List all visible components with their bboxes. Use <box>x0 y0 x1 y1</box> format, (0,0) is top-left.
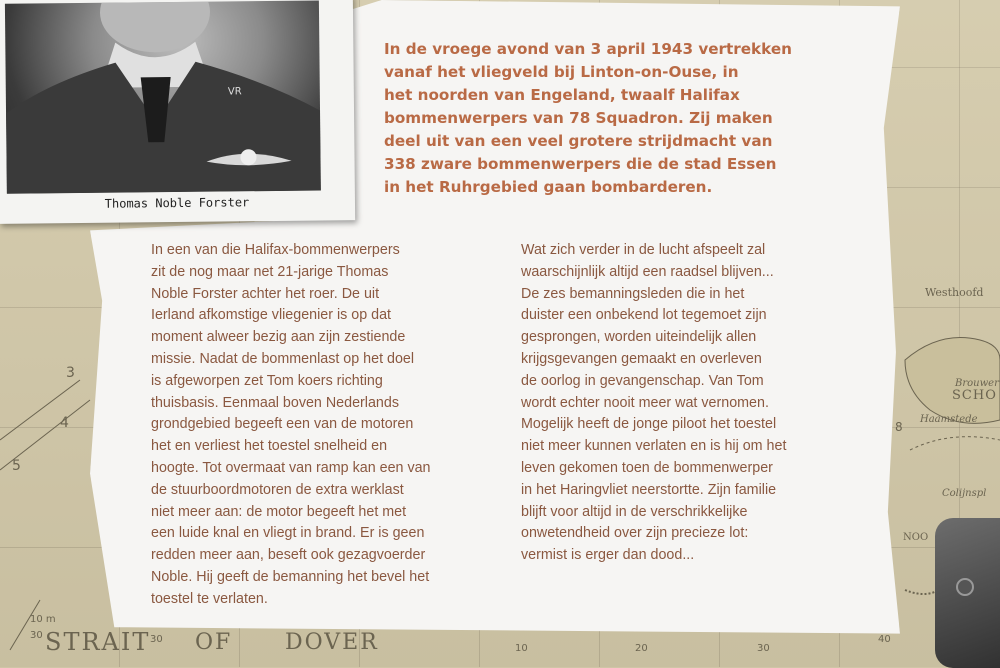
map-label-strait: STRAIT <box>45 628 151 656</box>
body-line: Noble. Hij geeft de bemanning het bevel het <box>151 568 430 585</box>
map-label-scho: SCHO <box>952 388 997 403</box>
body-line: leven gekomen toen de bommenwerper <box>521 459 773 476</box>
map-number: 30 <box>757 643 770 654</box>
map-number: 10 <box>515 643 528 654</box>
intro-line: In de vroege avond van 3 april 1943 vertrekken <box>384 40 792 58</box>
pilot-portrait-image <box>5 0 321 193</box>
body-line: blijft voor altijd in de verschrikkelijke <box>521 503 748 520</box>
body-line: duister een onbekend lot tegemoet zijn <box>521 307 767 324</box>
body-line: niet meer aan: de motor begeeft het met <box>151 503 407 520</box>
body-line: krijgsgevangen gemaakt en overleven <box>521 350 762 367</box>
device-knob-icon <box>956 578 974 596</box>
left-text-column <box>151 240 506 611</box>
body-line: grondgebied begeeft een van de motoren <box>151 416 414 433</box>
body-line: thuisbasis. Eenmaal boven Nederlands <box>151 394 399 411</box>
map-label-of: OF <box>195 630 233 655</box>
body-line: moment alweer bezig aan zijn zestiende <box>151 329 406 346</box>
map-label-dover: DOVER <box>285 630 379 655</box>
body-line: Noble Forster achter het roer. De uit <box>151 285 380 302</box>
map-label-noo: NOO <box>903 532 929 543</box>
map-number: 20 <box>635 643 648 654</box>
map-number: 30 <box>30 630 43 641</box>
body-line: Wat zich verder in de lucht afspeelt zal <box>521 242 766 258</box>
body-line: waarschijnlijk altijd een raadsel blijven... <box>521 263 774 280</box>
body-line: het en verliest het toestel snelheid en <box>151 438 388 455</box>
map-label-brouwer: Brouwer <box>955 378 999 389</box>
map-label-haamstede: Haamstede <box>920 414 978 425</box>
map-label-colijnsplaat: Colijnspl <box>942 488 987 499</box>
intro-line: 338 zware bommenwerpers die de stad Essen <box>384 155 777 173</box>
map-number: 10 m <box>30 614 56 625</box>
portrait-photo <box>5 0 321 193</box>
body-line: wordt echter nooit meer wat vernomen. <box>521 394 769 411</box>
body-line: de stuurboordmotoren de extra werklast <box>151 481 404 498</box>
body-line: Ierland afkomstige vliegenier is op dat <box>151 307 392 324</box>
body-line: niet meer kunnen verlaten en is hij om het <box>521 438 787 455</box>
body-line: is afgeworpen zet Tom koers richting <box>151 372 383 389</box>
body-line: een luide knal en vliegt in brand. Er is geen <box>151 525 425 542</box>
body-line: In een van die Halifax-bommenwerpers <box>151 242 400 258</box>
intro-line: in het Ruhrgebied gaan bombarderen. <box>384 178 713 196</box>
map-label-westhoofd: Westhoofd <box>925 286 984 299</box>
body-line: toestel te verlaten. <box>151 590 268 607</box>
body-line: De zes bemanningsleden die in het <box>521 285 745 302</box>
portrait-photo-card <box>0 0 355 224</box>
map-number: 30 <box>150 634 163 645</box>
body-line: onwetendheid over zijn precieze lot: <box>521 525 749 542</box>
intro-line: deel uit van een veel grotere strijdmacht van <box>384 132 773 150</box>
body-line: zit de nog maar net 21-jarige Thomas <box>151 263 389 280</box>
body-line: redden meer aan, beseft ook gezagvoerder <box>151 547 426 564</box>
right-text-column <box>521 240 876 567</box>
map-number: 40 <box>878 634 891 645</box>
photo-caption: Thomas Noble Forster <box>104 195 250 211</box>
intro-line: vanaf het vliegveld bij Linton-on-Ouse, in <box>384 63 739 81</box>
map-number: 3 <box>66 365 75 381</box>
body-line: in het Haringvliet neerstortte. Zijn familie <box>521 481 777 498</box>
map-number: 8 <box>895 420 903 434</box>
intro-line: het noorden van Engeland, twaalf Halifax <box>384 86 740 104</box>
body-line: missie. Nadat de bommenlast op het doel <box>151 350 415 367</box>
intro-line: bommenwerpers van 78 Squadron. Zij maken <box>384 109 773 127</box>
body-line: Mogelijk heeft de jonge piloot het toestel <box>521 416 777 433</box>
body-line: gesprongen, worden uiteindelijk allen <box>521 329 757 346</box>
intro-paragraph <box>384 38 859 199</box>
body-line: hoogte. Tot overmaat van ramp kan een van <box>151 459 431 476</box>
uniform-badge: VR <box>227 86 242 98</box>
map-number: 4 <box>60 415 69 431</box>
body-line: vermist is erger dan dood... <box>521 547 695 564</box>
map-number: 5 <box>12 458 21 474</box>
body-line: de oorlog in gevangenschap. Van Tom <box>521 372 764 389</box>
